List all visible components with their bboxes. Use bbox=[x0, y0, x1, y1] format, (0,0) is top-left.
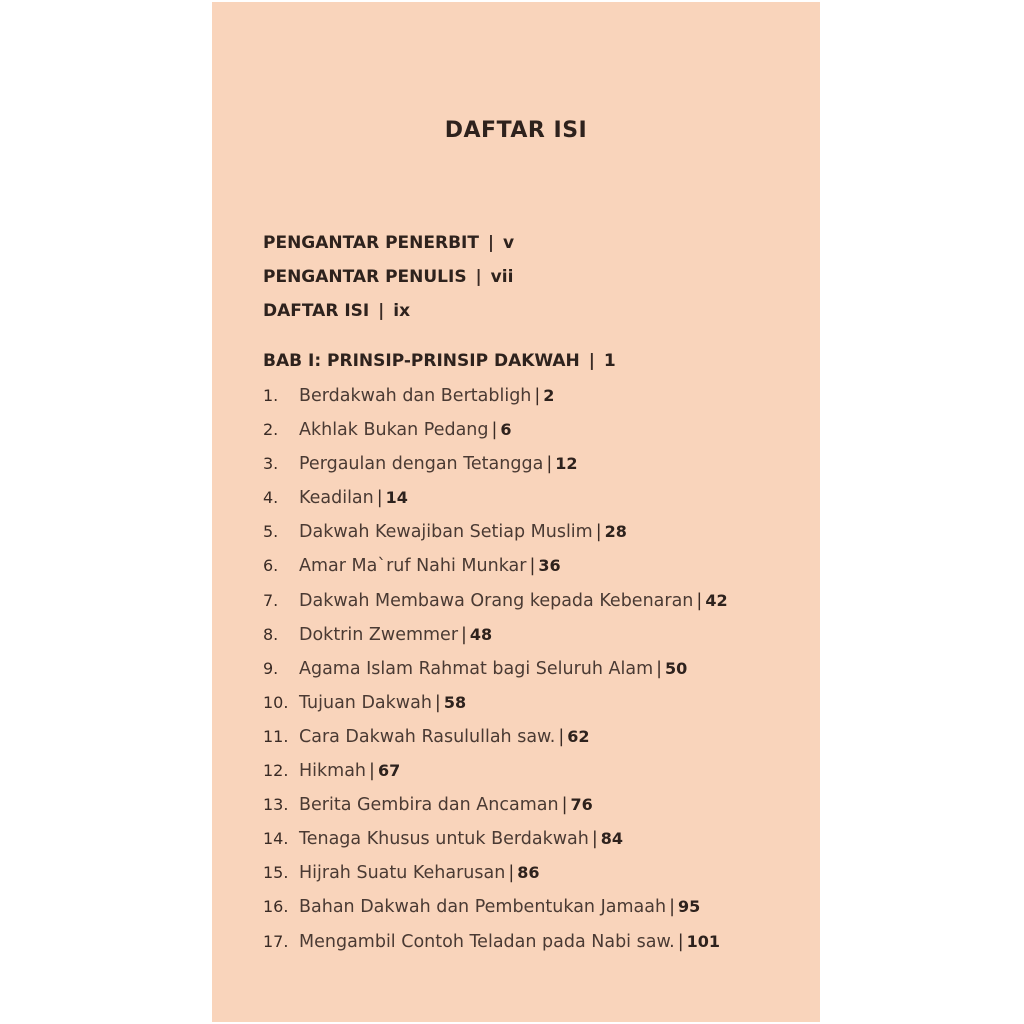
toc-entry bbox=[263, 720, 728, 754]
chapter-heading bbox=[263, 344, 616, 378]
entry-page: 28 bbox=[604, 522, 627, 542]
entry-title: Berdakwah dan Bertabligh bbox=[299, 386, 532, 406]
entry-number: 5. bbox=[263, 522, 279, 542]
entry-title: Hikmah bbox=[299, 761, 367, 782]
entry-page: 76 bbox=[570, 795, 593, 815]
toc-entry bbox=[263, 447, 728, 481]
toc-entry bbox=[263, 925, 728, 959]
entry-title: Amar Ma`ruf Nahi Munkar bbox=[299, 556, 527, 577]
entry-page: 36 bbox=[538, 556, 561, 576]
entry-page: 62 bbox=[567, 726, 590, 746]
front-matter-item bbox=[263, 226, 514, 260]
separator: | bbox=[656, 658, 663, 679]
document-page bbox=[212, 2, 820, 1022]
entry-title: Doktrin Zwemmer bbox=[299, 624, 459, 645]
separator: | bbox=[491, 420, 498, 441]
toc-entry bbox=[263, 856, 728, 890]
entry-page: 12 bbox=[555, 454, 578, 474]
front-matter-item bbox=[263, 294, 514, 328]
entry-title: Pergaulan dengan Tetangga bbox=[299, 454, 544, 475]
entry-title: Hijrah Suatu Keharusan bbox=[299, 863, 506, 884]
front-matter-label: DAFTAR ISI bbox=[263, 301, 370, 321]
toc-entry bbox=[263, 549, 728, 583]
entry-number: 1. bbox=[263, 386, 279, 405]
entry-title: Agama Islam Rahmat bagi Seluruh Alam bbox=[299, 658, 654, 679]
entry-title: Akhlak Bukan Pedang bbox=[299, 420, 489, 441]
entry-number: 9. bbox=[263, 658, 279, 678]
toc-entry bbox=[263, 413, 728, 447]
separator: | bbox=[558, 726, 565, 747]
chapter-label: BAB I: PRINSIP-PRINSIP DAKWAH bbox=[263, 351, 580, 371]
separator: | bbox=[561, 795, 568, 816]
separator: | bbox=[508, 863, 515, 884]
entry-page: 48 bbox=[469, 624, 493, 644]
front-matter-list bbox=[263, 226, 514, 328]
front-matter-label: PENGANTAR PENERBIT bbox=[263, 233, 479, 253]
entry-number: 7. bbox=[263, 590, 279, 610]
separator: | bbox=[378, 301, 385, 321]
entry-number: 10. bbox=[263, 692, 289, 712]
entry-title: Dakwah Kewajiban Setiap Muslim bbox=[299, 522, 593, 543]
separator: | bbox=[591, 829, 598, 850]
entry-title: Bahan Dakwah dan Pembentukan Jamaah bbox=[299, 897, 667, 918]
entry-page: 6 bbox=[500, 420, 512, 440]
entry-title: Tenaga Khusus untuk Berdakwah bbox=[299, 829, 589, 850]
toc-entry bbox=[263, 652, 728, 686]
entry-page: 84 bbox=[600, 829, 623, 849]
toc-entry bbox=[263, 515, 728, 549]
entry-title: Berita Gembira dan Ancaman bbox=[299, 795, 559, 816]
entry-number: 8. bbox=[263, 624, 279, 644]
entry-number: 11. bbox=[263, 726, 289, 746]
page-title: DAFTAR ISI bbox=[444, 118, 588, 143]
entry-number: 15. bbox=[263, 863, 289, 883]
chapter-page: 1 bbox=[603, 351, 616, 371]
separator: | bbox=[546, 454, 553, 475]
toc-entry bbox=[263, 584, 728, 618]
entry-title: Mengambil Contoh Teladan pada Nabi saw. bbox=[299, 931, 675, 952]
separator: | bbox=[677, 931, 684, 952]
entry-number: 3. bbox=[263, 454, 279, 474]
entry-title: Cara Dakwah Rasulullah saw. bbox=[299, 726, 556, 747]
toc-entry bbox=[263, 618, 728, 652]
separator: | bbox=[487, 233, 495, 253]
toc-entry bbox=[263, 822, 728, 856]
entry-title: Keadilan bbox=[299, 488, 374, 509]
entry-page: 50 bbox=[665, 658, 688, 678]
entry-page: 2 bbox=[543, 386, 555, 405]
toc-list bbox=[263, 379, 728, 959]
entry-page: 67 bbox=[377, 761, 401, 781]
separator: | bbox=[696, 590, 703, 611]
entry-page: 58 bbox=[443, 692, 467, 712]
separator: | bbox=[595, 522, 602, 543]
entry-title: Dakwah Membawa Orang kepada Kebenaran bbox=[299, 590, 694, 611]
entry-number: 16. bbox=[263, 897, 289, 917]
entry-number: 14. bbox=[263, 829, 289, 849]
separator: | bbox=[376, 488, 383, 509]
toc-entry bbox=[263, 890, 728, 924]
front-matter-page: vii bbox=[490, 267, 514, 287]
separator: | bbox=[669, 897, 675, 918]
entry-number: 12. bbox=[263, 761, 289, 781]
entry-page: 101 bbox=[686, 931, 721, 951]
separator: | bbox=[588, 351, 595, 371]
toc-entry bbox=[263, 686, 728, 720]
front-matter-label: PENGANTAR PENULIS bbox=[263, 267, 467, 287]
separator: | bbox=[529, 556, 536, 577]
entry-number: 4. bbox=[263, 488, 279, 508]
entry-number: 2. bbox=[263, 420, 279, 440]
entry-page: 14 bbox=[385, 488, 408, 508]
entry-page: 86 bbox=[517, 863, 540, 883]
entry-number: 13. bbox=[263, 795, 289, 815]
entry-page: 95 bbox=[677, 897, 701, 917]
entry-number: 6. bbox=[263, 556, 279, 576]
toc-entry bbox=[263, 754, 728, 788]
entry-page: 42 bbox=[705, 590, 728, 610]
separator: | bbox=[461, 624, 467, 645]
entry-number: 17. bbox=[263, 931, 289, 951]
toc-entry bbox=[263, 788, 728, 822]
front-matter-page: v bbox=[503, 233, 515, 253]
toc-entry bbox=[263, 481, 728, 515]
separator: | bbox=[475, 267, 482, 287]
toc-entry bbox=[263, 379, 728, 413]
front-matter-item bbox=[263, 260, 514, 294]
separator: | bbox=[534, 386, 541, 406]
entry-title: Tujuan Dakwah bbox=[299, 692, 432, 713]
separator: | bbox=[434, 692, 441, 713]
front-matter-page: ix bbox=[393, 301, 411, 321]
separator: | bbox=[369, 761, 375, 782]
